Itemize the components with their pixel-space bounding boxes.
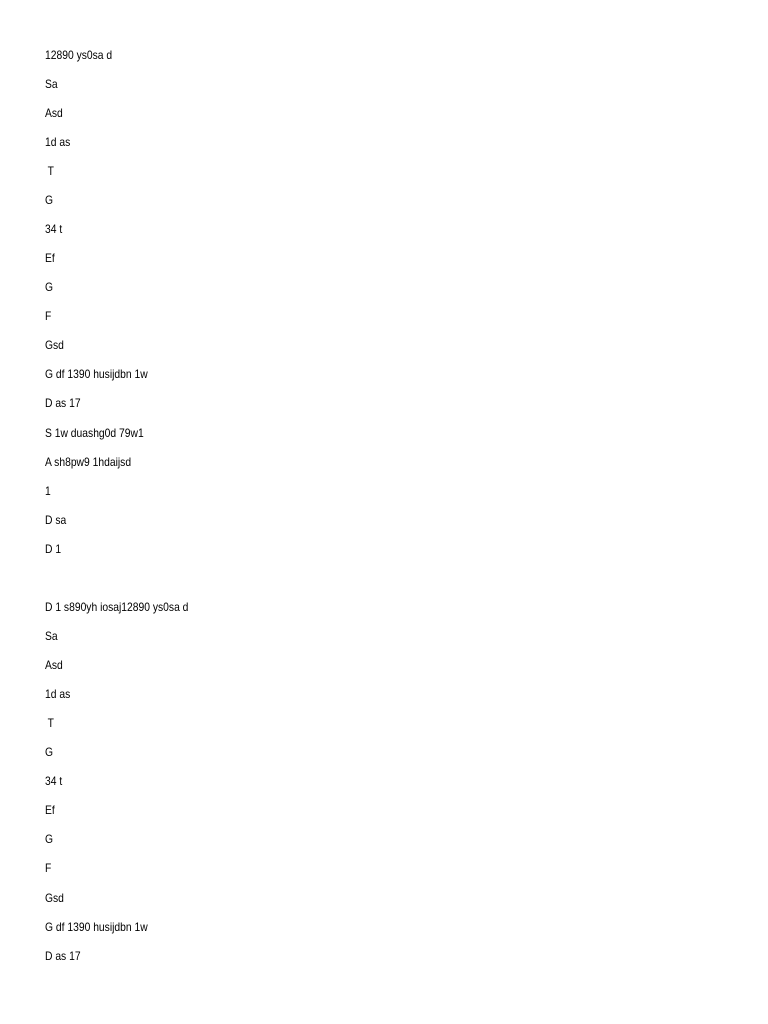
text-line: G df 1390 husijdbn 1w xyxy=(45,920,148,934)
text-line: T xyxy=(45,716,54,730)
text-line: F xyxy=(45,309,52,323)
text-line: 1 xyxy=(45,484,51,498)
text-line: Gsd xyxy=(45,891,64,905)
text-line: A sh8pw9 1hdaijsd xyxy=(45,455,132,469)
text-line: 34 t xyxy=(45,222,63,236)
text-line: S 1w duashg0d 79w1 xyxy=(45,426,144,440)
text-line: G xyxy=(45,745,54,759)
text-line: 1d as xyxy=(45,687,71,701)
text-line: D 1 xyxy=(45,542,62,556)
text-line: Asd xyxy=(45,106,63,120)
text-line: G df 1390 husijdbn 1w xyxy=(45,367,148,381)
text-line: D 1 s890yh iosaj12890 ys0sa d xyxy=(45,600,189,614)
text-line: 34 t xyxy=(45,774,63,788)
text-line: Sa xyxy=(45,77,58,91)
text-line: G xyxy=(45,193,54,207)
text-line: F xyxy=(45,861,52,875)
text-line: D as 17 xyxy=(45,396,81,410)
text-line: Sa xyxy=(45,629,58,643)
text-line: Ef xyxy=(45,251,55,265)
text-line: 1d as xyxy=(45,135,71,149)
text-line: G xyxy=(45,280,54,294)
text-line: 12890 ys0sa d xyxy=(45,48,113,62)
text-line: Ef xyxy=(45,803,55,817)
text-line: D as 17 xyxy=(45,949,81,963)
text-line: G xyxy=(45,832,54,846)
text-line: Gsd xyxy=(45,338,64,352)
text-line: Asd xyxy=(45,658,63,672)
text-line: D sa xyxy=(45,513,67,527)
text-line: T xyxy=(45,164,54,178)
